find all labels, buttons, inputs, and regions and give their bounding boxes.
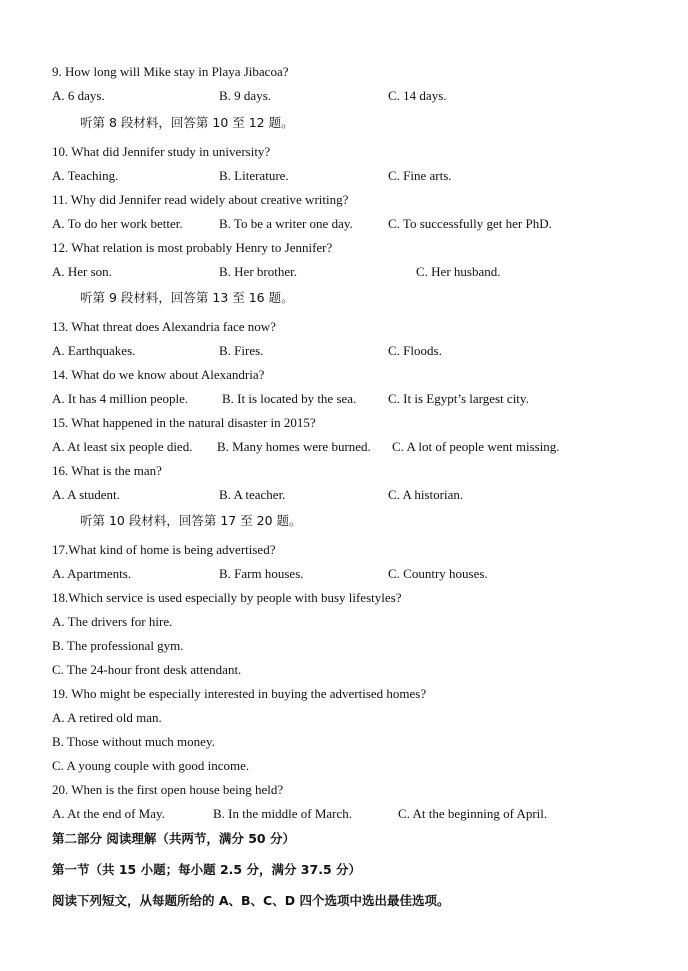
instruction-passage-8: 听第 8 段材料，回答第 10 至 12 题。 [80,115,294,130]
question-15-option-a: A. At least six people died. [52,439,193,454]
part-two-heading: 第二部分 阅读理解（共两节，满分 50 分） [52,831,295,846]
question-19-option-c: C. A young couple with good income. [52,758,250,773]
instruction-passage-10: 听第 10 段材料，回答第 17 至 20 题。 [80,513,302,528]
question-14-option-c: C. It is Egypt’s largest city. [388,391,529,406]
question-18-option-c: C. The 24-hour front desk attendant. [52,662,242,677]
question-13-option-a: A. Earthquakes. [52,343,136,358]
question-20-option-a: A. At the end of May. [52,806,165,821]
question-19-stem: 19. Who might be especially interested in buying the advertised homes? [52,686,427,701]
question-13-option-c: C. Floods. [388,343,442,358]
question-9-option-c: C. 14 days. [388,88,447,103]
question-18-option-a: A. The drivers for hire. [52,614,173,629]
question-17-option-a: A. Apartments. [52,566,132,581]
question-16-option-b: B. A teacher. [219,487,286,502]
reading-directions: 阅读下列短文，从每题所给的 A、B、C、D 四个选项中选出最佳选项。 [52,893,450,908]
question-15-option-c: C. A lot of people went missing. [392,439,560,454]
question-16-stem: 16. What is the man? [52,463,162,478]
question-15-option-b: B. Many homes were burned. [217,439,371,454]
question-20-option-b: B. In the middle of March. [213,806,352,821]
question-18-option-b: B. The professional gym. [52,638,184,653]
question-13-stem: 13. What threat does Alexandria face now? [52,319,276,334]
question-12-option-b: B. Her brother. [219,264,297,279]
question-11-option-b: B. To be a writer one day. [219,216,353,231]
question-20-option-c: C. At the beginning of April. [398,806,548,821]
question-12-option-c: C. Her husband. [416,264,501,279]
question-20-stem: 20. When is the first open house being held? [52,782,284,797]
question-9-option-a: A. 6 days. [52,88,105,103]
question-11-option-a: A. To do her work better. [52,216,183,231]
question-11-stem: 11. Why did Jennifer read widely about creative writing? [52,192,349,207]
question-10-option-b: B. Literature. [219,168,289,183]
question-19-option-b: B. Those without much money. [52,734,215,749]
question-10-option-c: C. Fine arts. [388,168,452,183]
question-10-option-a: A. Teaching. [52,168,119,183]
question-17-stem: 17.What kind of home is being advertised? [52,542,276,557]
question-12-stem: 12. What relation is most probably Henry to Jennifer? [52,240,333,255]
instruction-passage-9: 听第 9 段材料，回答第 13 至 16 题。 [80,290,294,305]
question-17-option-b: B. Farm houses. [219,566,304,581]
question-17-option-c: C. Country houses. [388,566,488,581]
question-18-stem: 18.Which service is used especially by people with busy lifestyles? [52,590,402,605]
question-9-option-b: B. 9 days. [219,88,271,103]
question-16-option-a: A. A student. [52,487,120,502]
question-15-stem: 15. What happened in the natural disaster in 2015? [52,415,316,430]
question-13-option-b: B. Fires. [219,343,264,358]
question-11-option-c: C. To successfully get her PhD. [388,216,552,231]
question-14-stem: 14. What do we know about Alexandria? [52,367,265,382]
question-9-stem: 9. How long will Mike stay in Playa Jibacoa? [52,64,289,79]
question-19-option-a: A. A retired old man. [52,710,162,725]
question-12-option-a: A. Her son. [52,264,112,279]
question-14-option-b: B. It is located by the sea. [222,391,357,406]
section-one-heading: 第一节（共 15 小题；每小题 2.5 分，满分 37.5 分） [52,862,361,877]
question-10-stem: 10. What did Jennifer study in university? [52,144,271,159]
question-16-option-c: C. A historian. [388,487,464,502]
question-14-option-a: A. It has 4 million people. [52,391,189,406]
